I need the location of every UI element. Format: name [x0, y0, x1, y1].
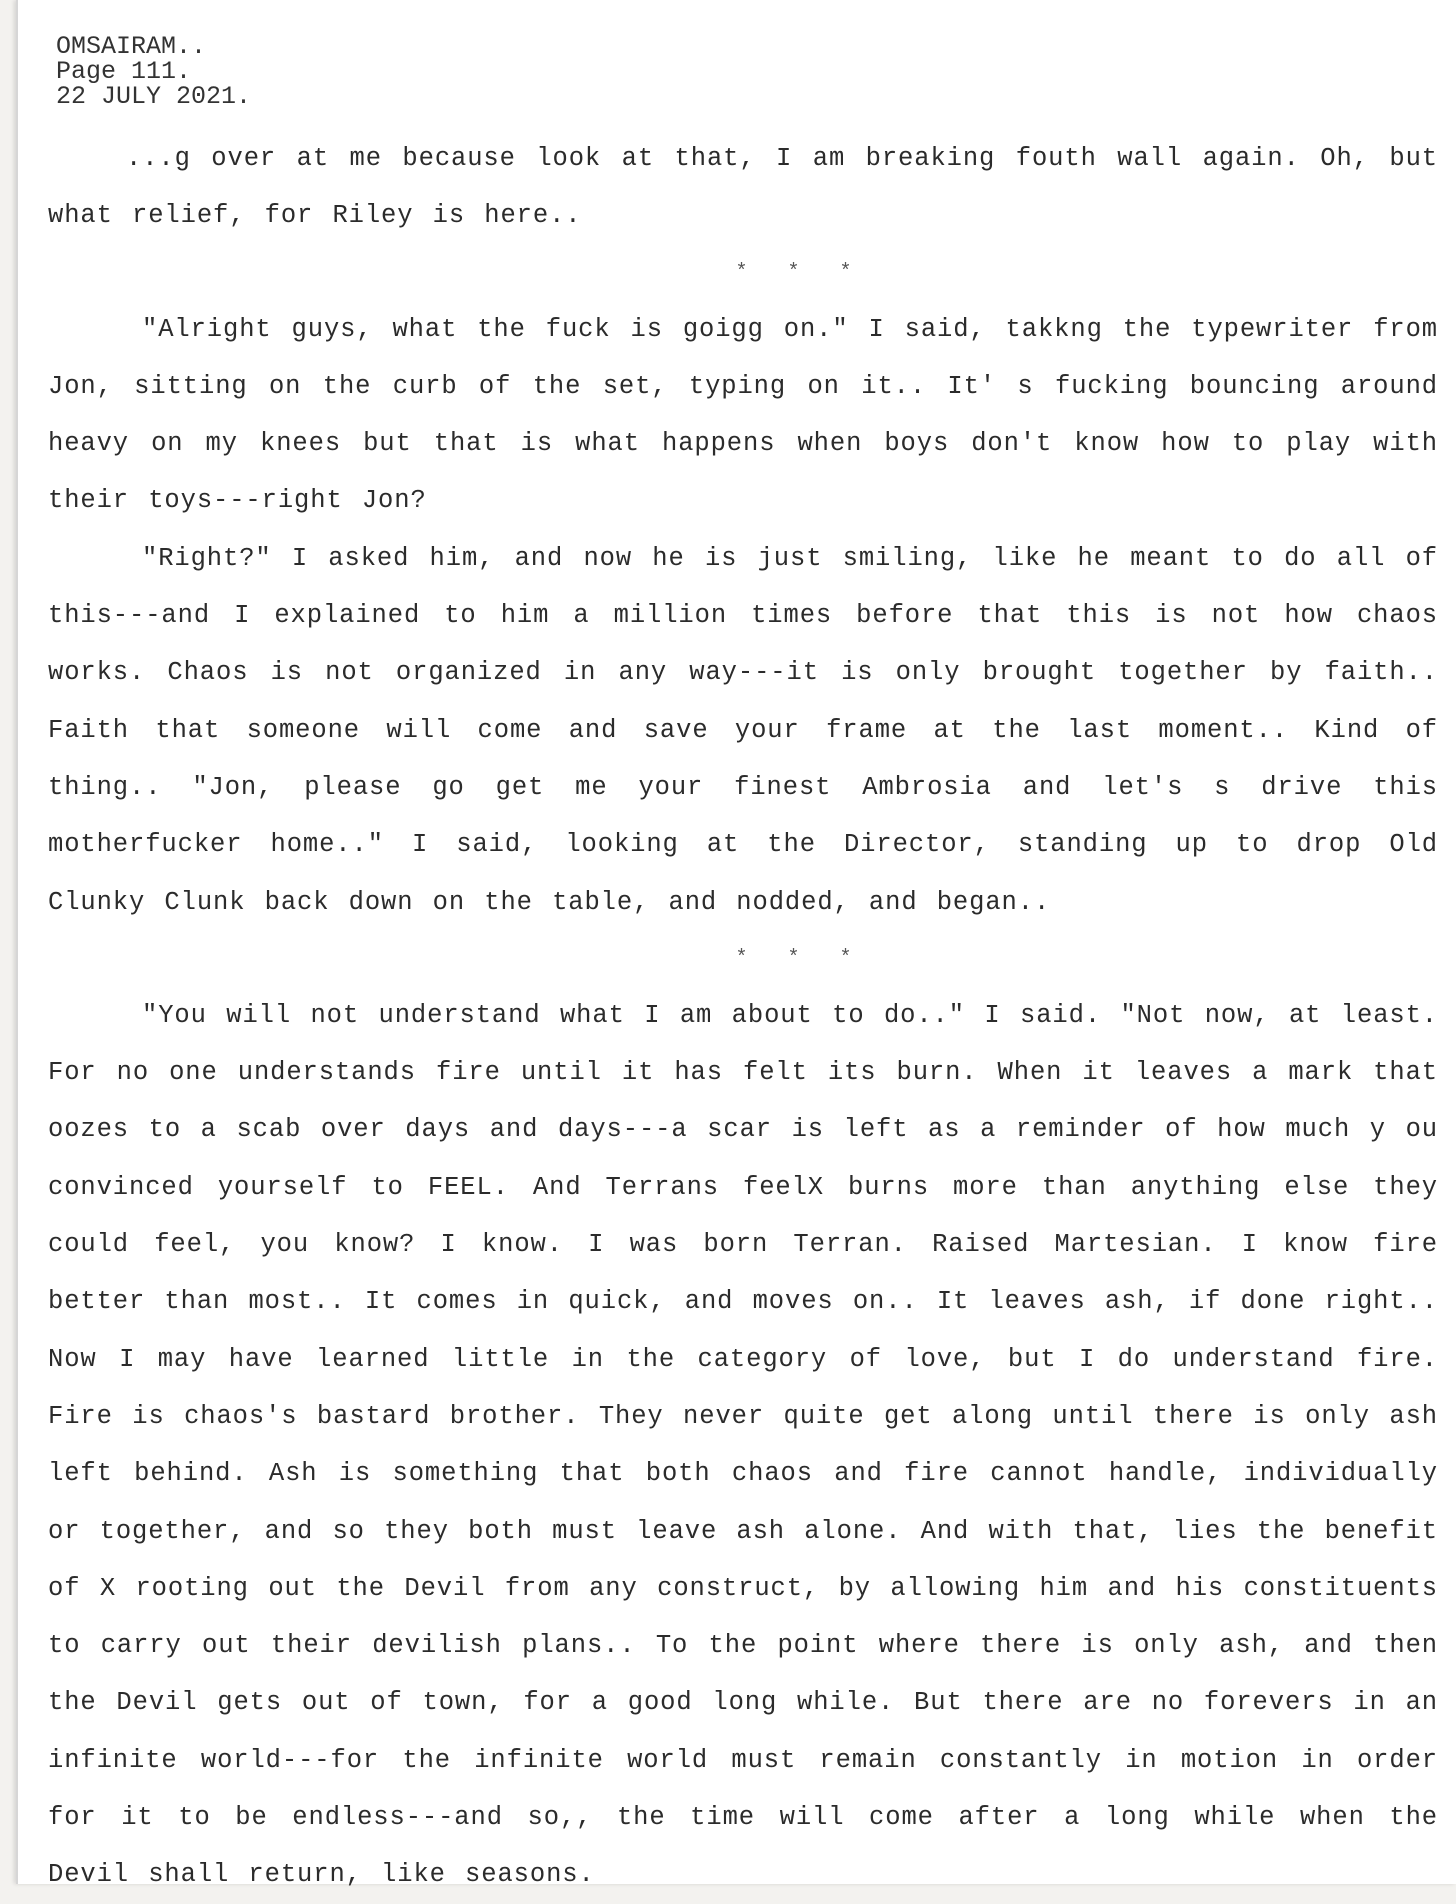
page-body: [48, 130, 1438, 1904]
header-date: 22 JULY 2021.: [56, 82, 252, 111]
header-page-number: Page 111.: [56, 57, 192, 86]
paragraph-3: "Right?" I asked him, and now he is just smiling, like he meant to do all of this---and I explained to him a million times before that this is not how chaos works. Chaos is not organized in any way---it is only brought together by faith.. Faith that someone will come and save your frame at the last moment.. Kind of thing.. "Jon, please go get me your finest Ambrosia and let's s drive this motherfucker home.." I said, looking at the Director, standing up to drop Old Clunky Clunk back down on the table, and nodded, and began..: [48, 543, 1438, 917]
paragraph-4: "You will not understand what I am about to do.." I said. "Not now, at least. For no one understands fire until it has felt its burn. When it leaves a mark that oozes to a scab over days and days---a scar is left as a reminder of how much y ou convinced yourself to FEEL. And Terrans feelX burns more than anything else they could feel, you know? I know. I was born Terran. Raised Martesian. I know fire better than most.. It comes in quick, and moves on.. It leaves ash, if done right.. Now I may have learned little in the category of love, but I do understand fire. Fire is chaos's bastard brother. They never quite get along until there is only ash left behind. Ash is something that both chaos and fire cannot handle, individually or together, and so they both must leave ash alone. And with that, lies the benefit of X rooting out the Devil from any construct, by allowing him and his constituents to carry out their devilish plans.. To the point where there is only ash, and then the Devil gets out of town, for a good long while. But there are no forevers in an infinite world---for the infinite world must remain constantly in motion in order for it to be endless---and so,, the time will come after a long while when the Devil shall return, like seasons.: [48, 1000, 1438, 1890]
paragraph-1: ...g over at me because look at that, I am breaking fouth wall again. Oh, but what relief, for Riley is here..: [48, 144, 1438, 231]
header-title: OMSAIRAM..: [56, 32, 207, 61]
typewritten-page: [16, 0, 1456, 1890]
paragraph-2: "Alright guys, what the fuck is goigg on." I said, takkng the typewriter from Jon, sitting on the curb of the set, typing on it.. It' s fucking bouncing around heavy on my knees but that is what happens when boys don't know how to play with their toys---right Jon?: [48, 314, 1438, 516]
section-separator: * * *: [735, 946, 866, 970]
page-header: [56, 34, 251, 109]
section-separator: * * *: [735, 260, 866, 284]
